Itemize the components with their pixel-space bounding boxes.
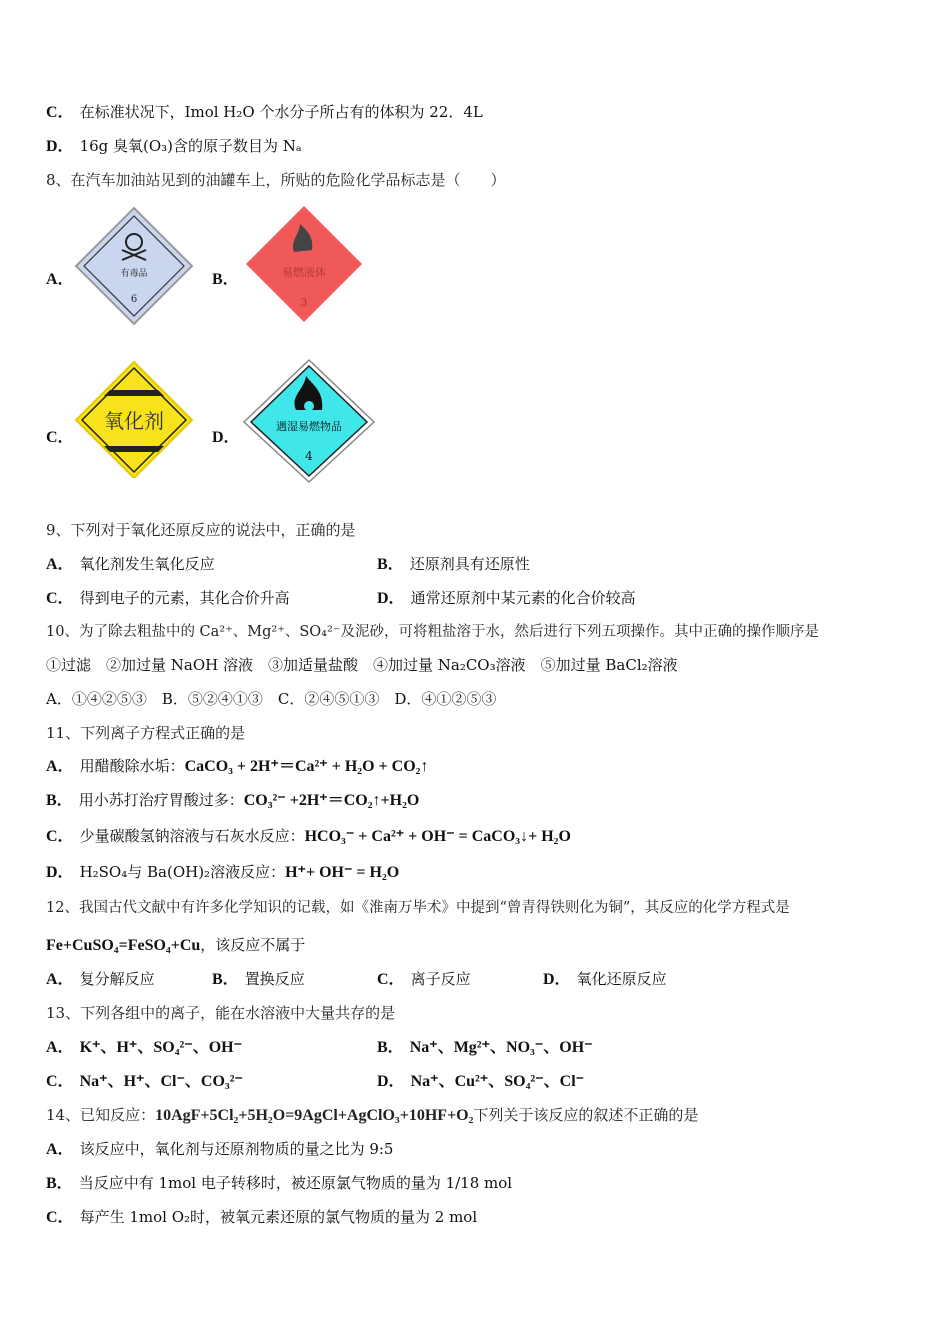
option-text: H₂SO₄与 Ba(OH)₂溶液反应： (79, 863, 286, 881)
option-label: D． (377, 1073, 405, 1090)
q8-option-a-label: A． (46, 271, 74, 288)
toxic-sign-icon (74, 206, 194, 326)
option-label: A． (46, 1039, 74, 1056)
option-label: A． (46, 556, 74, 573)
q8-option-c-label: C． (46, 429, 74, 446)
q9-option-b (377, 554, 530, 575)
q11-option-d (46, 862, 399, 883)
option-formula: CO₃²⁻ +2H⁺＝CO₂↑+H₂O (243, 792, 420, 809)
option-text: 通常还原剂中某元素的化合价较高 (410, 589, 636, 607)
option-label: B． (377, 1039, 404, 1056)
q13-option-c (46, 1071, 243, 1092)
option-text: 16g 臭氧(O₃)含的原子数目为 Nₐ (79, 137, 302, 155)
option-label: C． (377, 971, 405, 988)
q8-option-d-label: D． (212, 429, 240, 446)
option-text: Na⁺、Mg²⁺、NO₃⁻、OH⁻ (409, 1039, 593, 1056)
option-label: B． (212, 971, 239, 988)
option-text: 复分解反应 (79, 970, 155, 988)
q12-option-d (543, 969, 667, 990)
option-label: B． (377, 556, 404, 573)
option-text: 在标准状况下，Imol H₂O 个水分子所占有的体积为 22．4L (79, 103, 483, 121)
option-formula: HCO₃⁻ + Ca²⁺ + OH⁻ = CaCO₃↓+ H₂O (304, 828, 571, 845)
sign-text: 遇湿易燃物品 (276, 420, 342, 433)
q7-option-c (46, 102, 483, 123)
sign-number: 6 (130, 294, 138, 305)
q14-option-c (46, 1207, 477, 1228)
q14-stem-head: 14、已知反应： (46, 1106, 156, 1124)
option-text: 得到电子的元素，其化合价升高 (79, 589, 290, 607)
q10-operations: ①过滤 ②加过量 NaOH 溶液 ③加适量盐酸 ④加过量 Na₂CO₃溶液 ⑤加过量 BaCl₂溶液 (46, 656, 678, 674)
q12-stem-tail: ，该反应不属于 (200, 936, 306, 954)
q8-option-b-label: B． (212, 271, 239, 288)
option-label: D． (543, 971, 571, 988)
q13-option-a (46, 1037, 242, 1058)
q11-option-b (46, 790, 419, 811)
sign-number: 3 (300, 296, 308, 309)
option-label: C． (46, 590, 74, 607)
option-formula: H⁺+ OH⁻ = H₂O (285, 864, 400, 881)
oxidizer-sign-icon (74, 360, 194, 478)
option-formula: CaCO₃ + 2H⁺＝Ca²⁺ + H₂O + CO₂↑ (184, 758, 429, 775)
q10-stem: 10、为了除去粗盐中的 Ca²⁺、Mg²⁺、SO₄²⁻及泥砂，可将粗盐溶于水，然后进行下列五项操作。其中正确的操作顺序是 (46, 624, 819, 640)
option-text: Na⁺、Cu²⁺、SO₄²⁻、Cl⁻ (410, 1073, 585, 1090)
q9-option-d (377, 588, 636, 609)
q13-option-d (377, 1071, 584, 1092)
option-label: B． (46, 1175, 73, 1192)
option-label: D． (46, 138, 74, 155)
option-text: 氧化剂发生氧化反应 (79, 555, 215, 573)
option-text: Na⁺、H⁺、Cl⁻、CO₃²⁻ (79, 1073, 243, 1090)
option-label: C． (46, 1073, 74, 1090)
dangerous-when-wet-sign-icon (242, 358, 376, 484)
sign-text: 有毒品 (120, 269, 148, 279)
q11-stem: 11、下列离子方程式正确的是 (46, 724, 246, 742)
option-text: 还原剂具有还原性 (409, 555, 530, 573)
flammable-liquid-sign-icon (244, 204, 364, 324)
q12-option-a (46, 969, 155, 990)
q12-stem: 12、我国古代文献中有许多化学知识的记载，如《淮南万毕术》中提到“曾青得铁则化为铜”，其反应的化学方程式是 (46, 900, 790, 916)
option-text: 该反应中，氧化剂与还原剂物质的量之比为 9:5 (79, 1140, 394, 1158)
q14-stem-tail: 下列关于该反应的叙述不正确的是 (473, 1106, 699, 1124)
option-text: 离子反应 (410, 970, 471, 988)
option-label: A． (46, 1141, 74, 1158)
option-label: C． (46, 1209, 74, 1226)
q14-stem (46, 1105, 698, 1126)
sign-number: 4 (305, 449, 313, 463)
option-text: K⁺、H⁺、SO₄²⁻、OH⁻ (79, 1039, 243, 1056)
q14-option-a (46, 1139, 393, 1160)
sign-text: 易燃液体 (282, 266, 326, 279)
q7-option-d (46, 136, 302, 157)
q9-option-a (46, 554, 215, 575)
q12-option-b (212, 969, 305, 990)
option-label: B． (46, 792, 73, 809)
option-label: D． (377, 590, 405, 607)
option-label: D． (46, 864, 74, 881)
option-label: A． (46, 971, 74, 988)
q11-option-c (46, 826, 571, 847)
q12-stem-line2 (46, 935, 305, 956)
q13-option-b (377, 1037, 593, 1058)
q11-option-a (46, 756, 428, 777)
option-text: 少量碳酸氢钠溶液与石灰水反应： (79, 827, 305, 845)
q14-formula: 10AgF+5Cl₂+5H₂O=9AgCl+AgClO₃+10HF+O₂ (155, 1107, 474, 1124)
option-text: 每产生 1mol O₂时，被氧元素还原的氯气物质的量为 2 mol (79, 1208, 478, 1226)
q10-answers: A．①④②⑤③ B．⑤②④①③ C．②④⑤①③ D．④①②⑤③ (46, 690, 497, 708)
option-text: 用小苏打治疗胃酸过多： (78, 791, 244, 809)
q14-option-b (46, 1173, 512, 1194)
q13-stem: 13、下列各组中的离子，能在水溶液中大量共存的是 (46, 1004, 396, 1022)
q12-option-c (377, 969, 471, 990)
q9-stem: 9、下列对于氧化还原反应的说法中，正确的是 (46, 521, 356, 539)
option-text: 用醋酸除水垢： (79, 757, 185, 775)
option-label: C． (46, 104, 74, 121)
option-label: C． (46, 828, 74, 845)
option-label: A． (46, 758, 74, 775)
option-text: 氧化还原反应 (576, 970, 667, 988)
q9-option-c (46, 588, 290, 609)
q8-stem: 8、在汽车加油站见到的油罐车上，所贴的危险化学品标志是（ ） (46, 171, 506, 189)
option-text: 当反应中有 1mol 电子转移时，被还原氯气物质的量为 1/18 mol (78, 1174, 513, 1192)
q12-formula: Fe+CuSO₄=FeSO₄+Cu (46, 937, 201, 954)
sign-text: 氧化剂 (104, 409, 164, 433)
option-text: 置换反应 (244, 970, 305, 988)
